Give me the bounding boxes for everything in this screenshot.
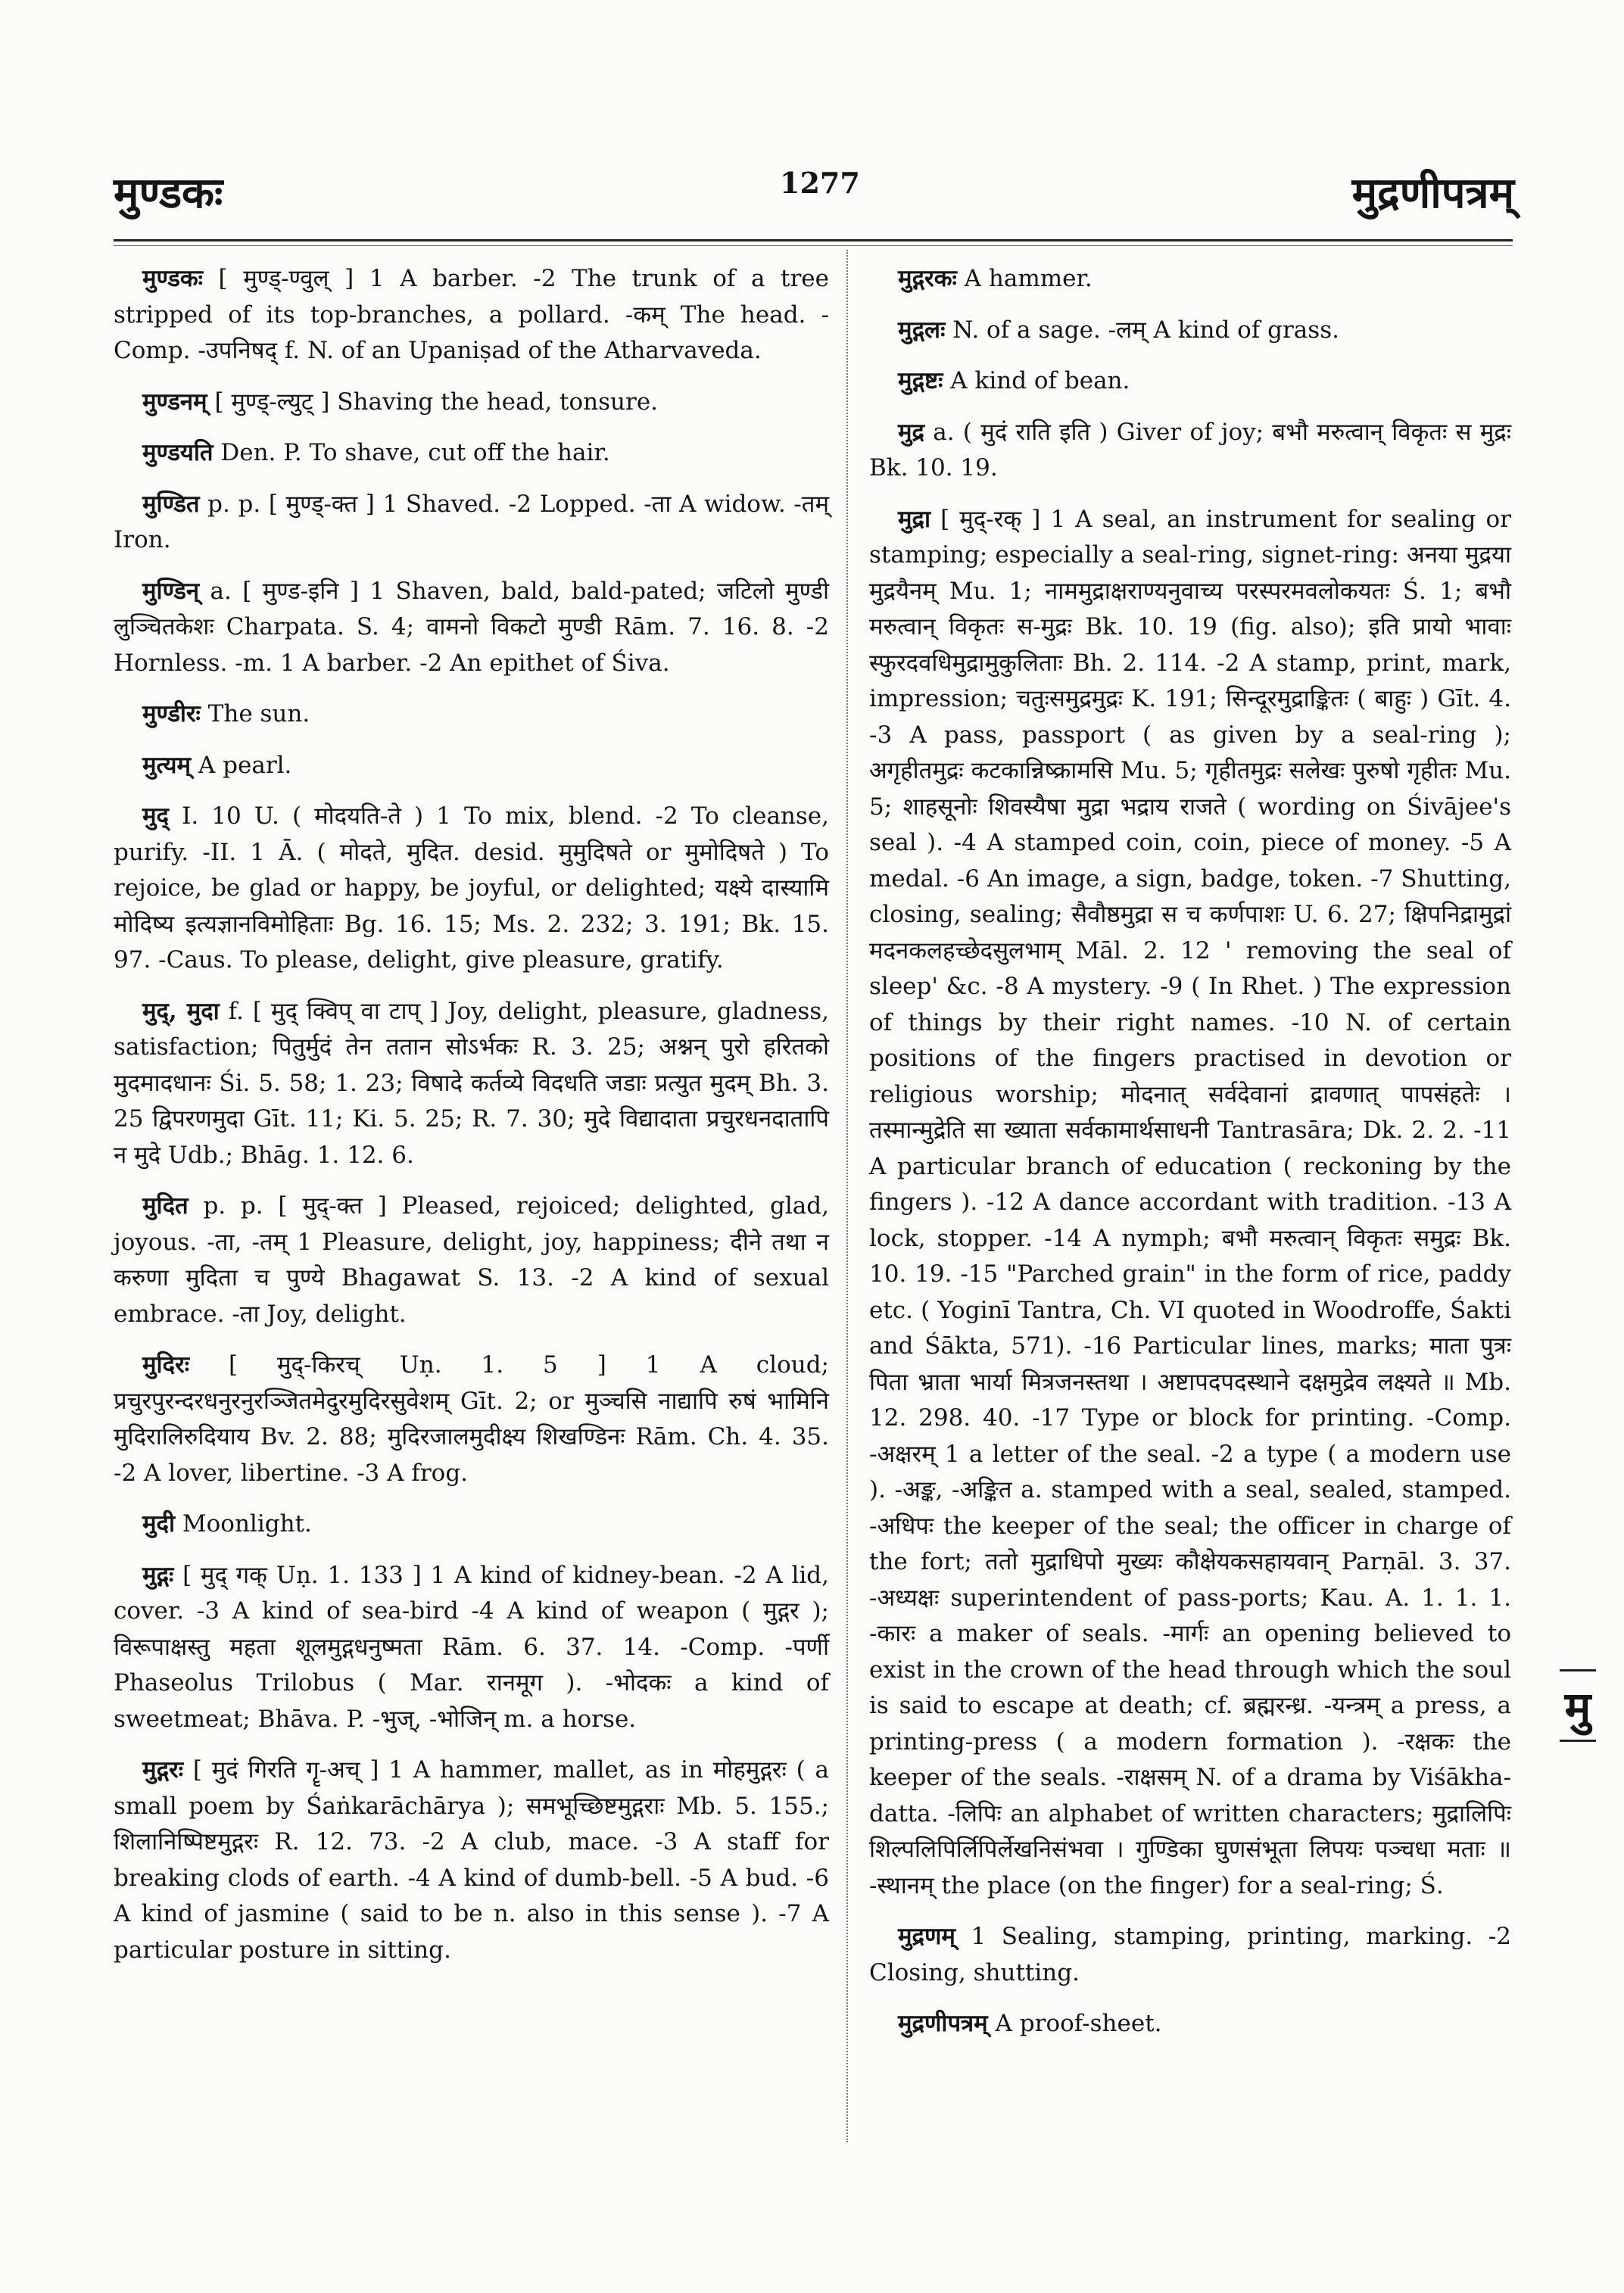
dictionary-entry: [114, 1347, 829, 1491]
entry-headword: मुद्गलः: [898, 316, 946, 344]
entry-definition: [ मुण्ड्-ल्युट् ] Shaving the head, tonsure.: [207, 388, 659, 416]
dictionary-entry: [114, 1752, 829, 1968]
entry-definition: a. [ मुण्ड-इनि ] 1 Shaven, bald, bald-pated; जटिलो मुण्डी लुञ्चितकेशः Charpata. S. 4; वामनो विकटो मुण्डी Rām. 7. 16. 8. -2 Hornless. -m. 1 A barber. -2 An epithet of Śiva.: [114, 577, 829, 677]
entry-headword: मुद्गष्टः: [898, 367, 943, 394]
dictionary-entry: [869, 502, 1511, 1905]
dictionary-entry: [869, 363, 1511, 400]
dictionary-entry: [114, 994, 829, 1174]
header-right-guide-word: मुद्रणीपत्रम्: [1351, 168, 1514, 218]
entry-definition: p. p. [ मुण्ड्-क्त ] 1 Shaved. -2 Lopped. -ता A widow. -तम् Iron.: [114, 490, 829, 553]
dictionary-entry: [114, 574, 829, 682]
entry-headword: मुण्डिन्: [142, 577, 200, 605]
entry-headword: मुण्डनम्: [142, 388, 207, 416]
entry-definition: A pearl.: [191, 751, 292, 779]
dictionary-entry: [869, 261, 1511, 298]
entry-headword: मुदिरः: [142, 1351, 189, 1379]
entry-definition: Den. P. To shave, cut off the hair.: [213, 439, 610, 466]
dictionary-entry: [869, 415, 1511, 487]
entry-headword: मुद्रणम्: [898, 1923, 955, 1950]
dictionary-entry: [114, 261, 829, 369]
dictionary-entry: [114, 748, 829, 784]
entry-definition: Moonlight.: [175, 1510, 312, 1537]
entry-headword: मुदी: [142, 1510, 176, 1537]
header-left-guide-word: मुण्डकः: [114, 168, 223, 218]
dictionary-entry: [114, 487, 829, 559]
right-column: [869, 261, 1511, 2058]
entry-definition: N. of a sage. -लम् A kind of grass.: [945, 316, 1339, 344]
entry-definition: [ मुद् गक् Uṇ. 1. 133 ] 1 A kind of kidney-bean. -2 A lid, cover. -3 A kind of sea-bird -4 A kind of weapon ( मुद्गर ); विरूपाक्षस्तु महता शूलमुद्गधनुष्मता Rām. 6. 37. 14. -Comp. -पर्णी Phaseolus Trilobus ( Mar. रानमूग ). -भोदकः a kind of sweetmeat; Bhāva. P. -भुज्, -भोजिन् m. a horse.: [114, 1561, 829, 1733]
entry-definition: 1 Sealing, stamping, printing, marking. -2 Closing, shutting.: [869, 1923, 1511, 1986]
entry-definition: p. p. [ मुद्-क्त ] Pleased, rejoiced; delighted, glad, joyous. -ता, -तम् 1 Pleasure, delight, joy, happiness; दीने तथा न करुणा मुदिता च पुण्ये Bhagawat S. 13. -2 A kind of sexual embrace. -ता Joy, delight.: [114, 1192, 829, 1328]
left-column: [114, 261, 829, 1983]
entry-headword: मुद्रा: [898, 505, 931, 533]
entry-definition: a. ( मुदं राति इति ) Giver of joy; बभौ मरुत्वान् विकृतः स मुद्रः Bk. 10. 19.: [869, 418, 1511, 481]
dictionary-entry: [114, 1189, 829, 1332]
entry-definition: The sun.: [200, 700, 310, 727]
dictionary-entry: [869, 2006, 1511, 2042]
entry-headword: मुद्गः: [142, 1561, 174, 1589]
entry-headword: मुण्डीरः: [142, 700, 201, 727]
header-rule: [114, 239, 1513, 241]
column-divider: [846, 250, 848, 2142]
entry-definition: [ मुदं गिरति गॄ-अच् ] 1 A hammer, mallet, as in मोहमुद्गरः ( a small poem by Śaṅkarāchārya ); समभूच्छिष्टमुद्गराः Mb. 5. 155.; शिलानिष्पिष्टमुद्गरः R. 12. 73. -2 A club, mace. -3 A staff for breaking clods of earth. -4 A kind of dumb-bell. -5 A bud. -6 A kind of jasmine ( said to be n. also in this sense ). -7 A particular posture in sitting.: [114, 1756, 829, 1964]
dictionary-entry: [114, 385, 829, 421]
entry-headword: मुद्र: [898, 418, 924, 446]
entry-definition: I. 10 U. ( मोदयति-ते ) 1 To mix, blend. -2 To cleanse, purify. -II. 1 Ā. ( मोदते, मुदित. desid. मुमुदिषते or मुमोदिषते ) To rejoice, be glad or happy, be joyful, or delighted; यक्ष्ये दास्यामि मोदिष्य इत्यज्ञानविमोहिताः Bg. 16. 15; Ms. 2. 232; 3. 191; Bk. 15. 97. -Caus. To please, delight, give pleasure, gratify.: [114, 802, 829, 974]
dictionary-entry: [114, 1506, 829, 1543]
dictionary-entry: [114, 1558, 829, 1738]
entry-headword: मुण्डकः: [142, 265, 203, 292]
entry-definition: A proof-sheet.: [987, 2010, 1162, 2037]
dictionary-entry: [114, 435, 829, 472]
entry-headword: मुद्, मुदा: [142, 997, 220, 1025]
header-rule-thin: [114, 245, 1513, 246]
page-number: 1277: [780, 166, 860, 200]
entry-headword: मुण्डयति: [142, 439, 214, 466]
dictionary-entry: [869, 1919, 1511, 1991]
entry-headword: मुद्रणीपत्रम्: [898, 2010, 988, 2037]
page-header: [114, 163, 1514, 223]
entry-headword: मुद्: [142, 802, 169, 830]
entry-headword: मुत्यम्: [142, 751, 192, 779]
entry-headword: मुद्गरः: [142, 1756, 184, 1784]
dictionary-entry: [869, 313, 1511, 349]
entry-headword: मुद्गरकः: [898, 265, 957, 292]
dictionary-entry: [114, 799, 829, 979]
entry-definition: [ मुद्-रक् ] 1 A seal, an instrument for sealing or stamping; especially a seal-ring, signet-ring: अनया मुद्रया मुद्रयैनम् Mu. 1; नाममुद्राक्षराण्यनुवाच्य परस्परमवलोकयतः Ś. 1; बभौ मरुत्वान् विकृतः स-मुद्रः Bk. 10. 19 (fig. also); इति प्रायो भावाः स्फुरदवधिमुद्रामुकुलिताः Bh. 2. 114. -2 A stamp, print, mark, impression; चतुःसमुद्रमुद्रः K. 191; सिन्दूरमुद्राङ्कितः ( बाहुः ) Gīt. 4. -3 A pass, passport ( as given by a seal-ring ); अगृहीतमुद्रः कटकान्निष्क्रामसि Mu. 5; गृहीतमुद्रः सलेखः पुरुषो गृहीतः Mu. 5; शाहसूनोः शिवस्यैषा मुद्रा भद्राय राजते ( wording on Śivājee's seal ). -4 A stamped coin, coin, piece of money. -5 A medal. -6 An image, a sign, badge, token. -7 Shutting, closing, sealing; सैवौष्ठमुद्रा स च कर्णपाशः U. 6. 27; क्षिपनिद्रामुद्रां मदनकलहच्छेदसुलभाम् Māl. 2. 12 ' removing the seal of sleep' &c. -8 A mystery. -9 ( In Rhet. ) The expression of things by their right names. -10 N. of certain positions of the fingers practised in devotion or religious worship; मोदनात् सर्वदेवानां द्रावणात् पापसंहतेः । तस्मान्मुद्रेति सा ख्याता सर्वकामार्थसाधनी Tantrasāra; Dk. 2. 2. -11 A particular branch of education ( reckoning by the fingers ). -12 A dance accordant with tradition. -13 A lock, stopper. -14 A nymph; बभौ मरुत्वान् विकृतः समुद्रः Bk. 10. 19. -15 "Parched grain" in the form of rice, paddy etc. ( Yoginī Tantra, Ch. VI quoted in Woodroffe, Śakti and Śākta, 571). -16 Particular lines, marks; माता पुत्रः पिता भ्राता भार्या मित्रजनस्तथा । अष्टापदपदस्थाने दक्षमुद्रेव लक्ष्यते ॥ Mb. 12. 298. 40. -17 Type or block for printing. -Comp. -अक्षरम् 1 a letter of the seal. -2 a type ( a modern use ). -अङ्क, -अङ्कित a. stamped with a seal, sealed, stamped. -अधिपः the keeper of the seal; the officer in charge of the fort; ततो मुद्राधिपो मुख्यः कौक्षेयकसहायवान् Parṇāl. 3. 37. -अध्यक्षः superintendent of pass-ports; Kau. A. 1. 1. 1. -कारः a maker of seals. -मार्गः an opening believed to exist in the crown of the head through which the soul is said to escape at death; cf. ब्रह्मरन्ध्र. -यन्त्रम् a press, a printing-press ( a modern formation ). -रक्षकः the keeper of the seals. -राक्षसम् N. of a drama by Viśākha-datta. -लिपिः an alphabet of written characters; मुद्रालिपिः शिल्पलिपिर्लिपिर्लेखनिसंभवा । गुण्डिका घुणसंभूता लिपयः पञ्चधा मताः ॥ -स्थानम् the place (on the finger) for a seal-ring; Ś.: [869, 505, 1511, 1899]
entry-definition: A kind of bean.: [943, 367, 1130, 394]
entry-definition: A hammer.: [956, 265, 1093, 292]
thumb-index-tab: मु: [1560, 1669, 1596, 1742]
entry-definition: f. [ मुद् क्विप् वा टाप् ] Joy, delight, pleasure, gladness, satisfaction; पितुर्मुदं तेन ततान सोऽर्भकः R. 3. 25; अश्नन् पुरो हरितको मुदमादधानः Śi. 5. 58; 1. 23; विषादे कर्तव्ये विदधति जडाः प्रत्युत मुदम् Bh. 3. 25 द्विपरणमुदा Gīt. 11; Ki. 5. 25; R. 7. 30; मुदे विद्यादाता प्रचुरधनदातापि न मुदे Udb.; Bhāg. 1. 12. 6.: [114, 997, 829, 1169]
dictionary-entry: [114, 696, 829, 733]
entry-definition: [ मुण्ड्-ण्वुल् ] 1 A barber. -2 The trunk of a tree stripped of its top-branches, a pollard. -कम् The head. -Comp. -उपनिषद् f. N. of an Upaniṣad of the Atharvaveda.: [114, 265, 829, 364]
entry-headword: मुदित: [142, 1192, 189, 1220]
entry-headword: मुण्डित: [142, 490, 200, 518]
entry-definition: [ मुद्-किरच् Uṇ. 1. 5 ] 1 A cloud; प्रचुरपुरन्दरधनुरनुरञ्जितमेदुरमुदिरसुवेशम् Gīt. 2; or मुञ्चसि नाद्यापि रुषं भामिनि मुदिरालिरुदियाय Bv. 2. 88; मुदिरजालमुदीक्ष्य शिखण्डिनः Rām. Ch. 4. 35. -2 A lover, libertine. -3 A frog.: [114, 1351, 829, 1487]
